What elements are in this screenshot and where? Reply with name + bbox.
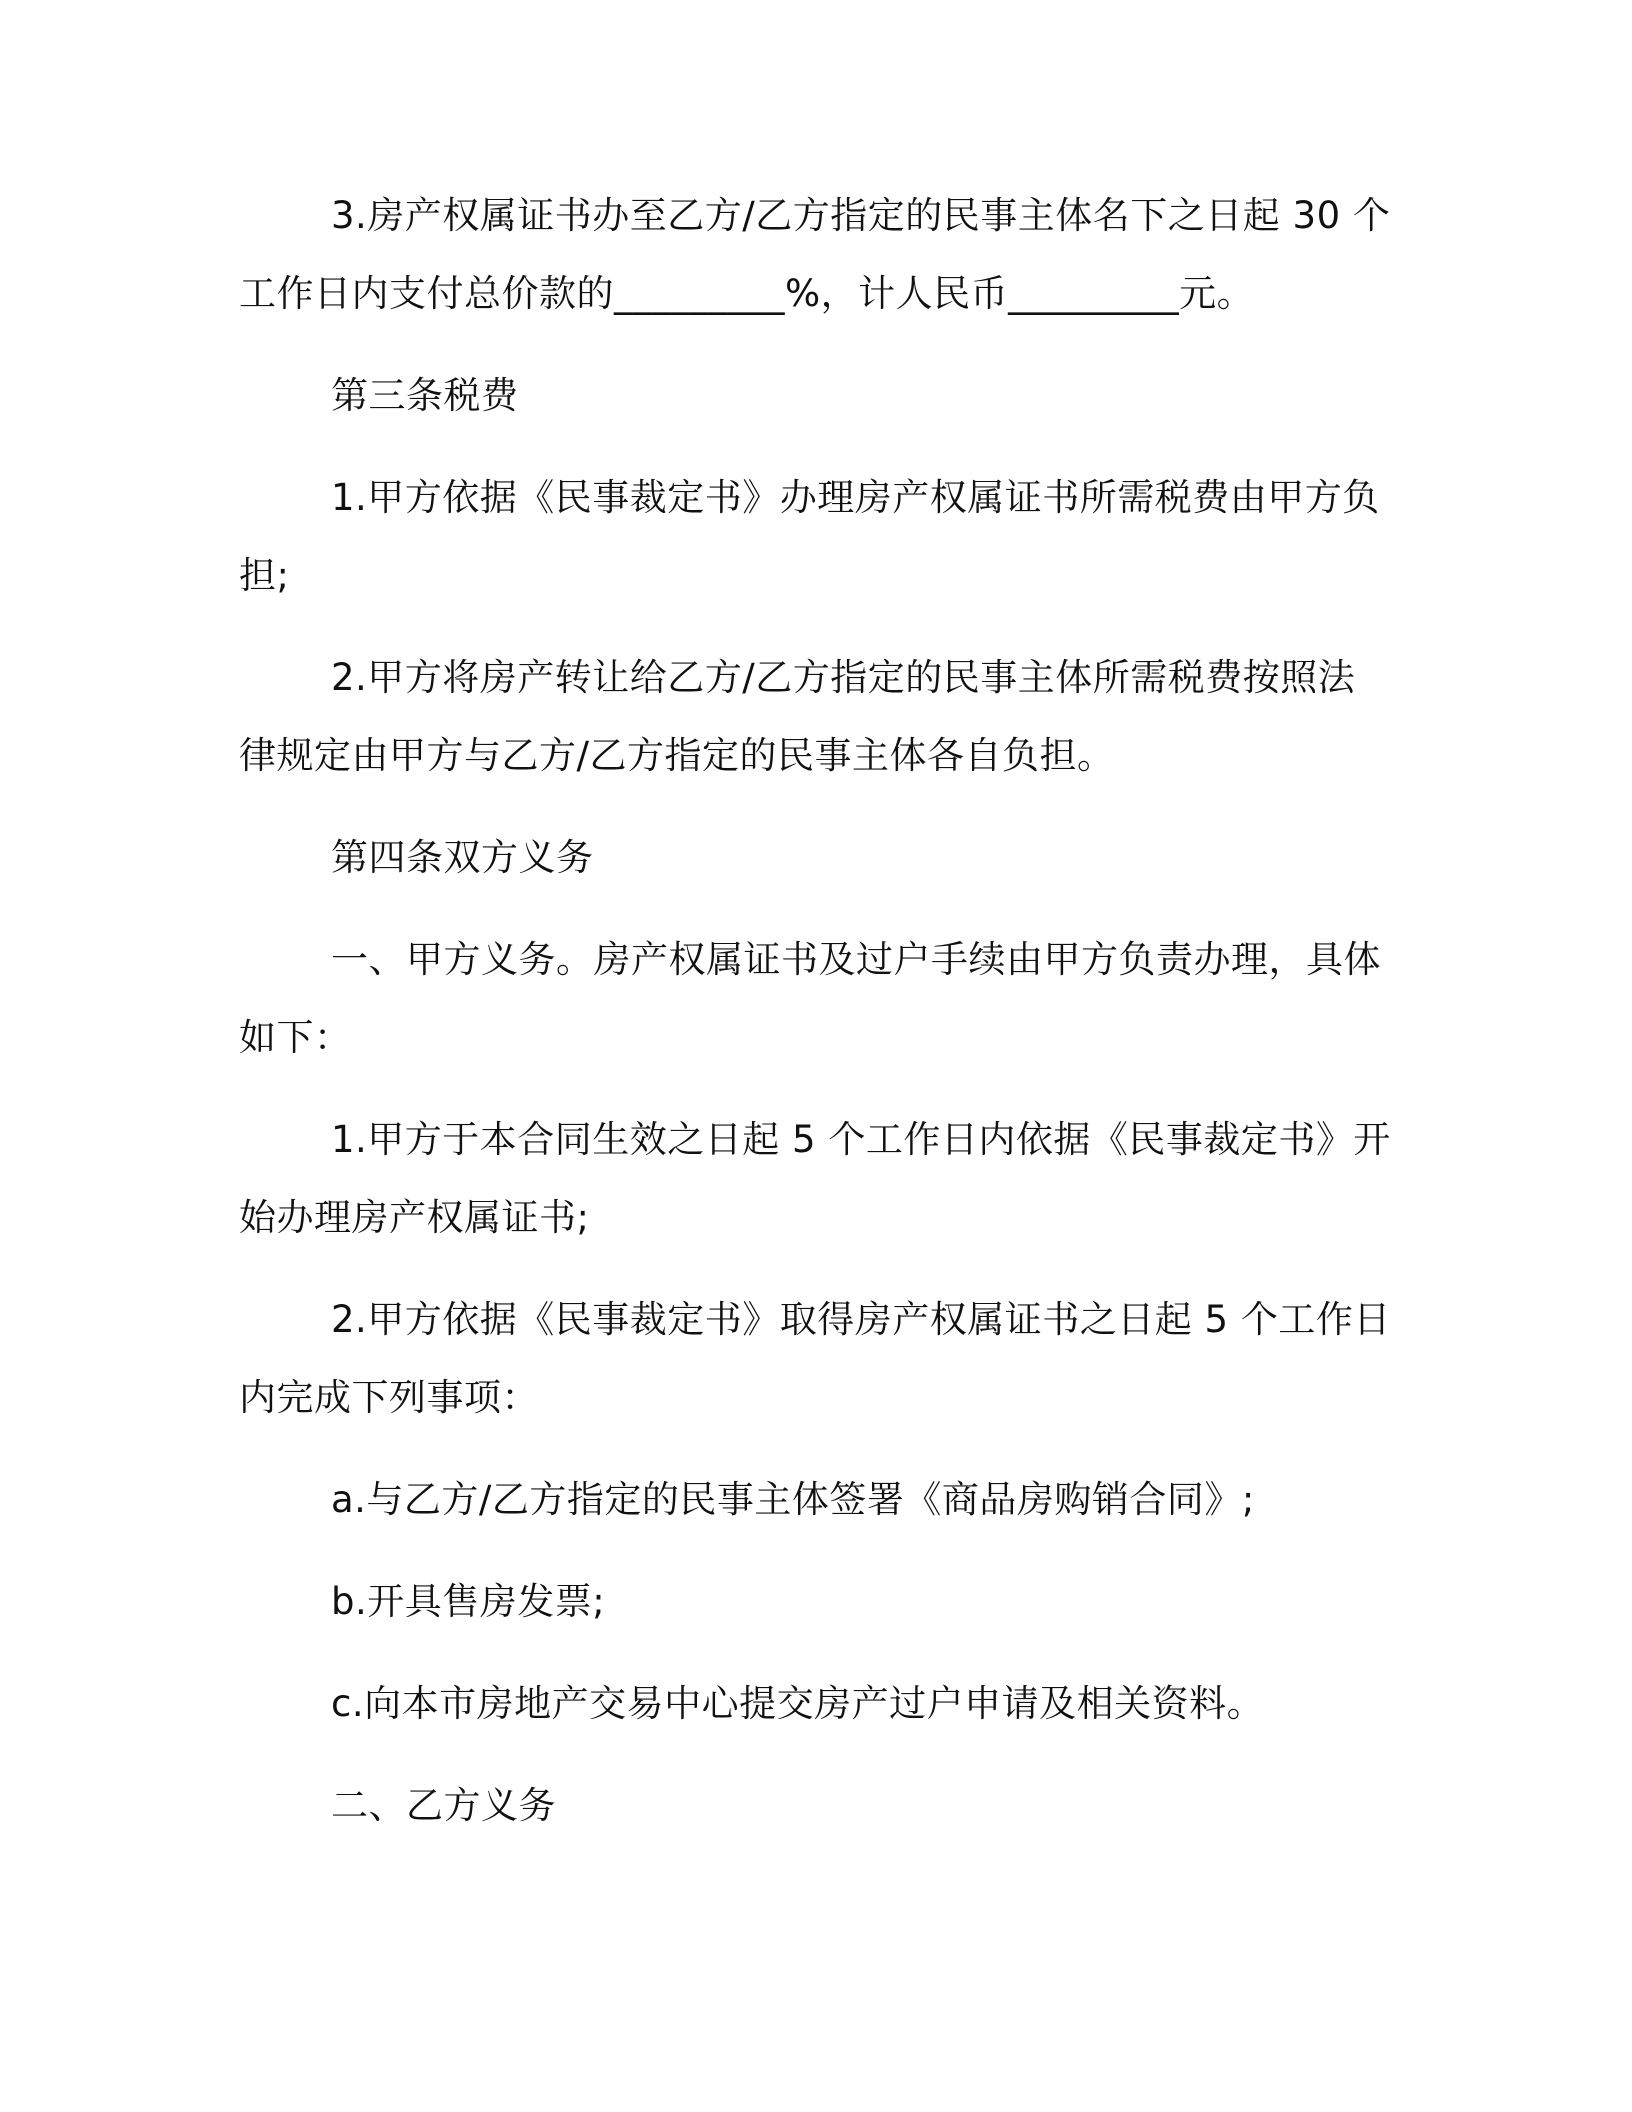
section-heading: 第三条税费 xyxy=(331,374,519,417)
paragraph-line: 担; xyxy=(239,554,290,597)
paragraph-line: 2.甲方依据《民事裁定书》取得房产权属证书之日起 5 个工作日 xyxy=(331,1298,1391,1341)
list-item: b.开具售房发票; xyxy=(331,1580,606,1623)
section-heading: 第四条双方义务 xyxy=(331,836,594,879)
paragraph-line: 如下： xyxy=(239,1016,352,1059)
list-item: c.向本市房地产交易中心提交房产过户申请及相关资料。 xyxy=(331,1682,1265,1725)
paragraph-line: 2.甲方将房产转让给乙方/乙方指定的民事主体所需税费按照法 xyxy=(331,656,1356,699)
paragraph-line: 工作日内支付总价款的_________%，计人民币_________元。 xyxy=(239,272,1255,315)
paragraph-line: 1.甲方依据《民事裁定书》办理房产权属证书所需税费由甲方负 xyxy=(331,476,1380,519)
paragraph-line: 3.房产权属证书办至乙方/乙方指定的民事主体名下之日起 30 个 xyxy=(331,194,1391,237)
paragraph-line: 1.甲方于本合同生效之日起 5 个工作日内依据《民事裁定书》开 xyxy=(331,1118,1391,1161)
list-item: a.与乙方/乙方指定的民事主体签署《商品房购销合同》; xyxy=(331,1478,1255,1521)
paragraph-line: 内完成下列事项： xyxy=(239,1376,539,1419)
paragraph-line: 一、甲方义务。房产权属证书及过户手续由甲方负责办理，具体 xyxy=(331,938,1381,981)
section-heading: 二、乙方义务 xyxy=(331,1784,556,1827)
paragraph-line: 始办理房产权属证书; xyxy=(239,1196,590,1239)
paragraph-line: 律规定由甲方与乙方/乙方指定的民事主体各自负担。 xyxy=(239,734,1115,777)
